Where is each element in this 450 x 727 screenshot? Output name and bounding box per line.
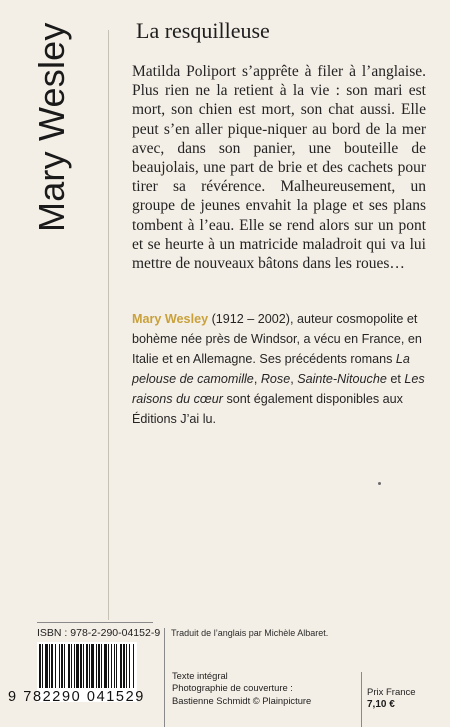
barcode-bar — [91, 644, 94, 688]
book-blurb: Matilda Poliport s’apprête à filer à l’anglaise. Plus rien ne la retient à la vie : son mari est mort, son chien est mort, son chat aussi. Elle peut s’en aller pique-niquer au bord de la mer avec, dans son panier, une bouteille de beaujolais, une part de brie et des cachets pour tirer sa révérence. Malheureusement, un groupe de jeunes envahit la plage et ses plans tombent à l’eau. Elle se rend alors sur un pont et se heurte à un matricide maladroit qui va lui mettre de nouveaux bâtons dans les roues… — [132, 63, 426, 273]
barcode-bar — [108, 644, 109, 688]
bio-book-1: La pelouse de camomille — [132, 352, 410, 386]
barcode-bar — [96, 644, 97, 688]
barcode-bar — [74, 644, 75, 688]
barcode-bar — [86, 644, 88, 688]
credit-line-3: Bastienne Schmidt © Plainpicture — [172, 694, 312, 706]
bio-sep-2: , — [290, 372, 298, 386]
price-label: Prix France — [367, 687, 416, 698]
barcode-bar — [49, 644, 50, 688]
barcode-bar — [129, 644, 130, 688]
bio-sep-1: , — [253, 372, 261, 386]
bio-author-name: Mary Wesley — [132, 312, 209, 326]
author-bio — [132, 309, 428, 429]
book-title: La resquilleuse — [136, 18, 270, 43]
barcode-bar — [104, 644, 107, 688]
isbn-top-rule — [37, 622, 153, 623]
isbn-text: ISBN : 978-2-290-04152-9 — [37, 627, 161, 639]
barcode-bar — [80, 644, 82, 688]
barcode-bar — [42, 644, 43, 688]
barcode-bar — [71, 644, 72, 688]
barcode-bar — [61, 644, 63, 688]
barcode-bar — [59, 644, 60, 688]
barcode-bar — [83, 644, 84, 688]
bottom-divider-right — [361, 672, 362, 727]
barcode-digits: 9 782290 041529 — [8, 689, 145, 705]
cover-credits — [172, 670, 352, 707]
vertical-divider — [108, 30, 109, 620]
barcode-bar — [45, 644, 48, 688]
decorative-dot — [378, 482, 381, 485]
bio-text-1: (1912 – 2002), auteur cosmopolite et bohème née près de Windsor, a vécu en France, en Italie et en Allemagne. Ses précédents romans — [132, 312, 422, 366]
barcode-bar — [123, 644, 125, 688]
barcode-bar — [89, 644, 90, 688]
barcode-bar — [64, 644, 65, 688]
barcode-bar — [68, 644, 70, 688]
barcode-bar — [98, 644, 100, 688]
barcode-bar — [114, 644, 115, 688]
bottom-divider-left — [164, 628, 165, 727]
barcode-bar — [126, 644, 127, 688]
barcode-bar — [111, 644, 112, 688]
barcode-bar — [51, 644, 53, 688]
barcode-bar — [101, 644, 102, 688]
price-value: 7,10 € — [367, 699, 395, 710]
bio-text-2: sont également disponibles aux Éditions J’ai lu. — [132, 392, 403, 426]
barcode-bar — [116, 644, 117, 688]
bio-sep-3: et — [386, 372, 405, 386]
barcode-bar — [55, 644, 56, 688]
barcode-bar — [76, 644, 79, 688]
barcode-bar — [120, 644, 122, 688]
bio-book-3: Sainte-Nitouche — [297, 372, 387, 386]
author-name-vertical: Mary Wesley — [31, 22, 72, 232]
credit-line-2: Photographie de couverture : — [172, 682, 293, 694]
bio-book-4: Les raisons du cœur — [132, 372, 425, 406]
credit-line-1: Texte intégral — [172, 670, 228, 681]
bio-book-2: Rose — [260, 372, 291, 386]
barcode-bar — [133, 644, 134, 688]
barcode-bar — [39, 644, 41, 688]
translator-credit: Traduit de l’anglais par Michèle Albaret. — [171, 628, 329, 638]
